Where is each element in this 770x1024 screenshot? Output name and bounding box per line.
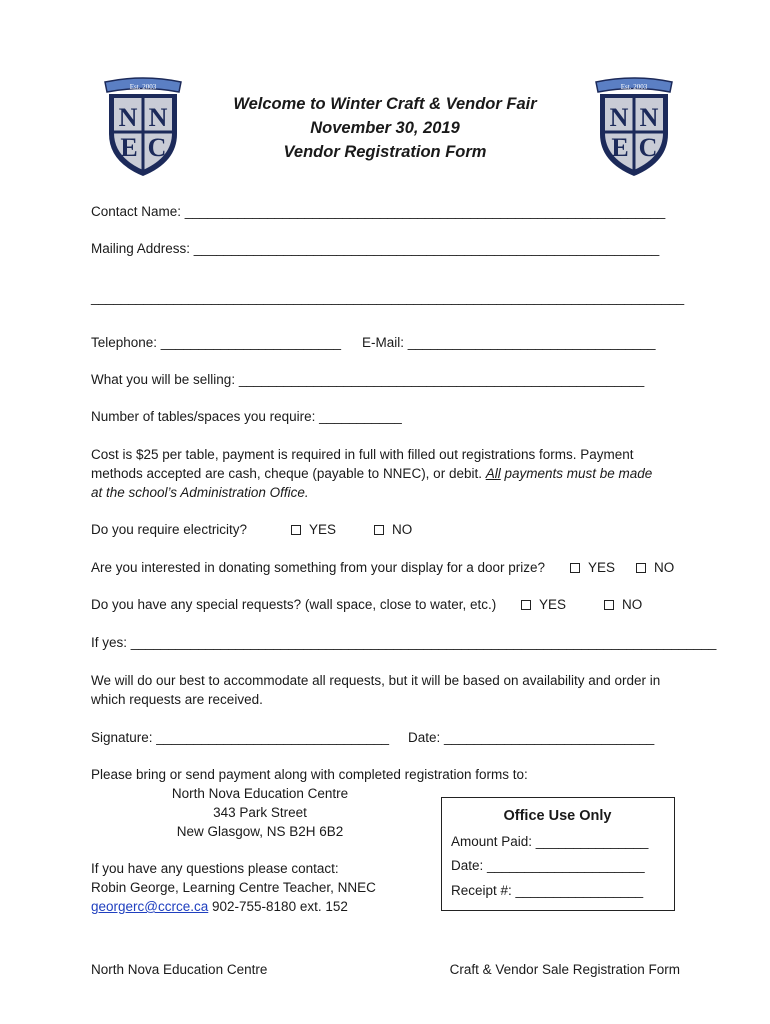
special-no-option[interactable]: NO bbox=[604, 597, 642, 612]
donate-no-option[interactable]: NO bbox=[636, 560, 674, 575]
donate-question: Are you interested in donating something from your display for a door prize? bbox=[91, 560, 545, 575]
cost-text-line-2: methods accepted are cash, cheque (payable to NNEC), or debit. All payments must be made bbox=[91, 466, 653, 481]
title-line-2: November 30, 2019 bbox=[310, 119, 460, 137]
accommodate-text-line-1: We will do our best to accommodate all requests, but it will be based on availability and order in bbox=[91, 673, 661, 688]
accommodate-text-line-2: which requests are received. bbox=[91, 692, 263, 707]
svg-text:N: N bbox=[118, 103, 138, 132]
checkbox-icon[interactable] bbox=[521, 600, 531, 610]
footer-right: Craft & Vendor Sale Registration Form bbox=[449, 962, 680, 977]
receipt-field[interactable]: Receipt #: _________________ bbox=[451, 883, 644, 898]
checkbox-icon[interactable] bbox=[604, 600, 614, 610]
office-date-field[interactable]: Date: _____________________ bbox=[451, 858, 645, 873]
payment-street: 343 Park Street bbox=[213, 805, 307, 820]
svg-text:E: E bbox=[120, 133, 138, 162]
svg-text:Est. 2003: Est. 2003 bbox=[129, 83, 157, 91]
electricity-question: Do you require electricity? bbox=[91, 522, 248, 537]
svg-text:C: C bbox=[638, 133, 658, 162]
svg-text:Est. 2003: Est. 2003 bbox=[620, 83, 648, 91]
svg-text:N: N bbox=[609, 103, 629, 132]
special-requests-question: Do you have any special requests? (wall space, close to water, etc.) bbox=[91, 597, 497, 612]
office-use-box bbox=[441, 797, 675, 911]
footer-left: North Nova Education Centre bbox=[91, 962, 268, 977]
electricity-no-option[interactable]: NO bbox=[374, 522, 412, 537]
contact-phone: 902-755-8180 ext. 152 bbox=[208, 899, 348, 914]
email-field[interactable]: E-Mail: _________________________________ bbox=[362, 335, 656, 350]
date-field[interactable]: Date: ____________________________ bbox=[408, 730, 655, 745]
amount-paid-field[interactable]: Amount Paid: _______________ bbox=[451, 834, 649, 849]
address-line-2-field[interactable]: _______________________________________________________________________________ bbox=[91, 290, 685, 305]
special-yes-option[interactable]: YES bbox=[521, 597, 566, 612]
selling-field[interactable]: What you will be selling: ______________________________________________________ bbox=[91, 372, 645, 387]
contact-line-3 bbox=[91, 899, 348, 914]
title-line-1: Welcome to Winter Craft & Vendor Fair bbox=[233, 95, 537, 113]
payment-city: New Glasgow, NS B2H 6B2 bbox=[176, 824, 344, 839]
checkbox-icon[interactable] bbox=[636, 563, 646, 573]
tables-field[interactable]: Number of tables/spaces you require: ___________ bbox=[91, 409, 402, 424]
if-yes-field[interactable]: If yes: ______________________________________________________________________________ bbox=[91, 635, 717, 650]
electricity-yes-option[interactable]: YES bbox=[291, 522, 336, 537]
signature-field[interactable]: Signature: _______________________________ bbox=[91, 730, 390, 745]
svg-text:N: N bbox=[148, 103, 168, 132]
contact-line-2: Robin George, Learning Centre Teacher, NNEC bbox=[91, 880, 376, 895]
telephone-field[interactable]: Telephone: ________________________ bbox=[91, 335, 342, 350]
donate-yes-option[interactable]: YES bbox=[570, 560, 615, 575]
contact-email-link[interactable]: georgerc@ccrce.ca bbox=[91, 899, 209, 914]
payment-intro: Please bring or send payment along with completed registration forms to: bbox=[91, 767, 528, 782]
contact-name-field[interactable]: Contact Name: ________________________________________________________________ bbox=[91, 204, 666, 219]
office-use-title: Office Use Only bbox=[503, 808, 612, 824]
cost-text-line-1: Cost is $25 per table, payment is required in full with filled out registrations forms. Payment bbox=[91, 447, 634, 462]
svg-text:E: E bbox=[611, 133, 629, 162]
checkbox-icon[interactable] bbox=[291, 525, 301, 535]
mailing-address-field[interactable]: Mailing Address: ______________________________________________________________ bbox=[91, 241, 660, 256]
checkbox-icon[interactable] bbox=[570, 563, 580, 573]
title-line-3: Vendor Registration Form bbox=[283, 143, 487, 161]
svg-text:C: C bbox=[147, 133, 167, 162]
payment-org: North Nova Education Centre bbox=[171, 786, 349, 801]
svg-text:N: N bbox=[639, 103, 659, 132]
checkbox-icon[interactable] bbox=[374, 525, 384, 535]
contact-line-1: If you have any questions please contact: bbox=[91, 861, 339, 876]
cost-text-line-3: at the school’s Administration Office. bbox=[91, 485, 309, 500]
